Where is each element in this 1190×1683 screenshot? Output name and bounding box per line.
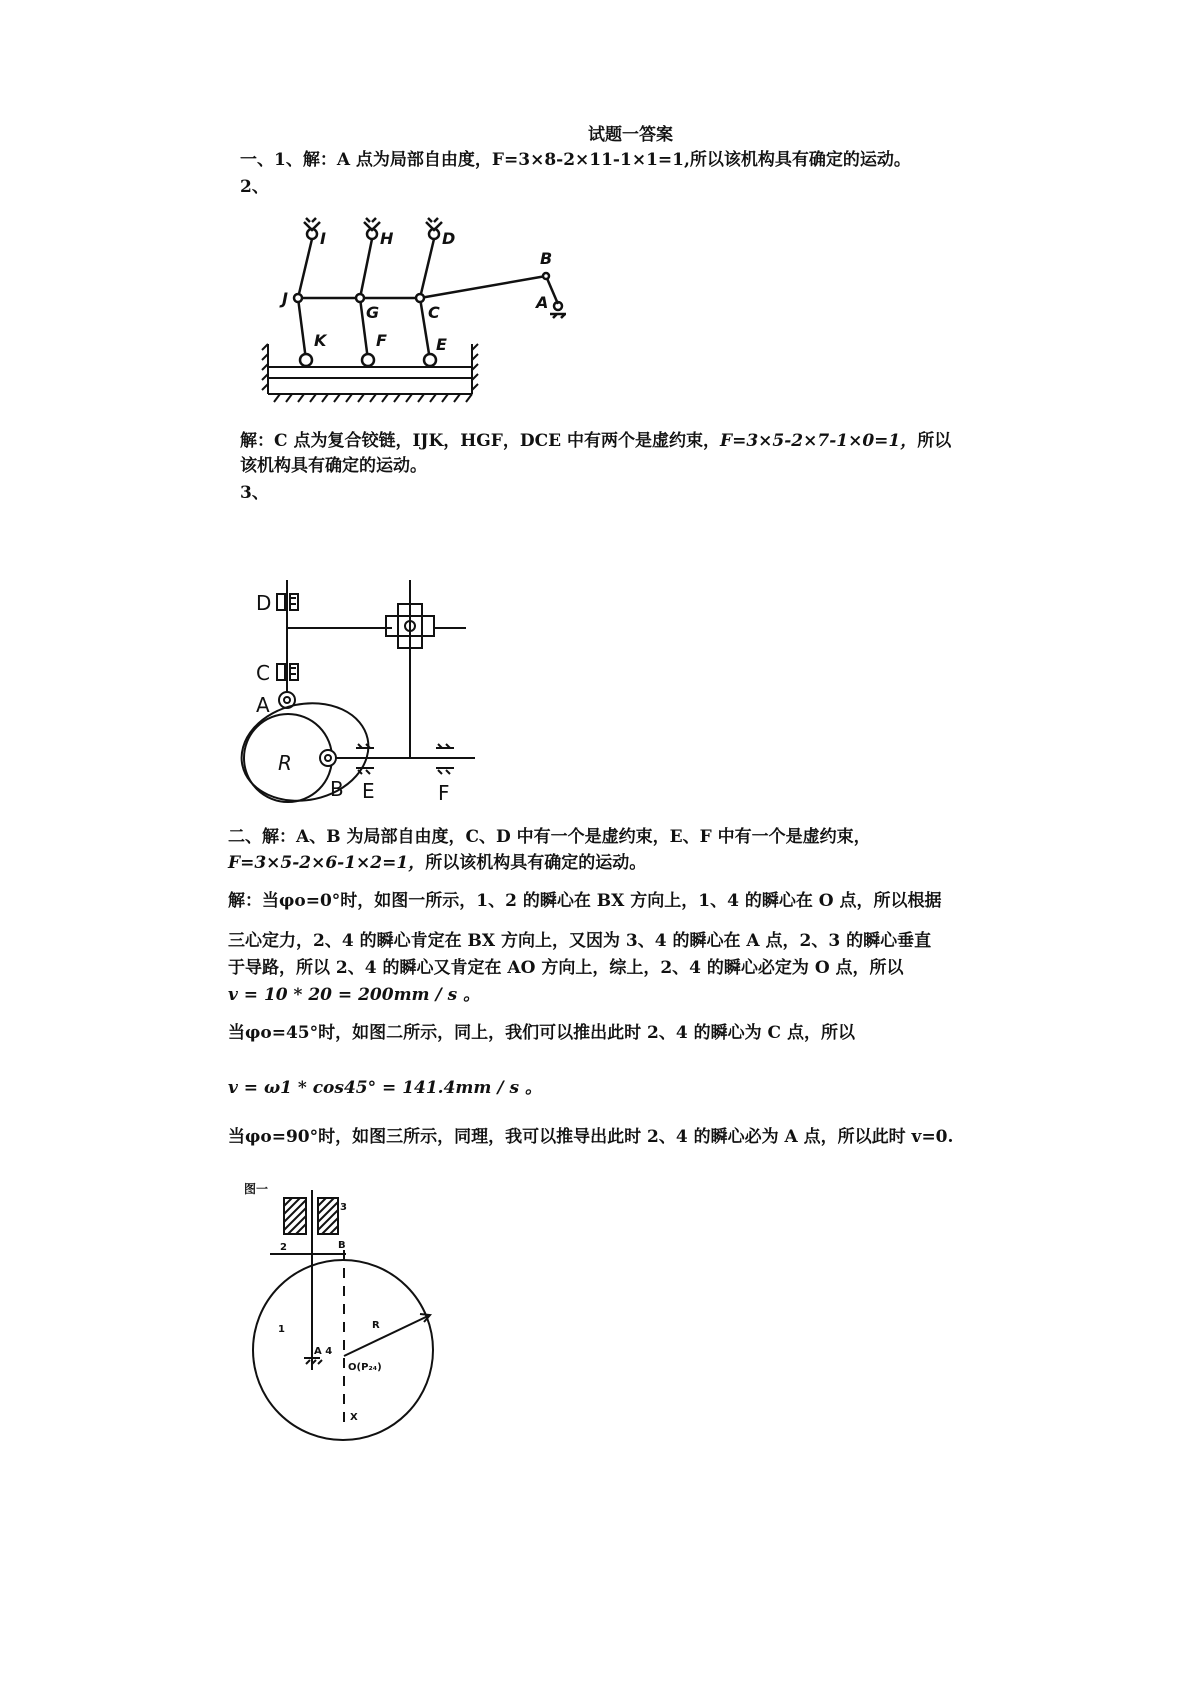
slider-f — [362, 354, 374, 366]
q1-2-answer-line1 — [240, 430, 951, 452]
label-x: X — [350, 1412, 358, 1423]
figure-caption: 图一 — [244, 1182, 269, 1196]
q1-3-number: 3、 — [240, 483, 269, 503]
q2-line2 — [228, 852, 646, 874]
label-r3: R — [372, 1320, 380, 1331]
link-cb — [420, 276, 546, 298]
q2-post: 所以该机构具有确定的运动。 — [425, 853, 647, 873]
label-d: D — [442, 229, 456, 248]
joint-g — [356, 294, 364, 302]
q1-2-answer-pre: 解：C 点为复合铰链，IJK，HGF，DCE 中有两个是虚约束， — [240, 431, 721, 451]
label-3: 3 — [340, 1202, 347, 1213]
page-title: 试题一答案 — [588, 125, 673, 145]
q1-2-answer-post: 所以 — [917, 431, 952, 451]
q1-2-number: 2、 — [240, 177, 269, 197]
label-g: G — [366, 303, 380, 322]
q1-2-answer-line2: 该机构具有确定的运动。 — [240, 456, 427, 476]
q1-2-formula: F=3×5-2×7-1×0=1， — [720, 431, 918, 451]
label-b: B — [540, 249, 553, 268]
solution-line1: 解：当φo=0°时，如图一所示，1、2 的瞬心在 BX 方向上，1、4 的瞬心在 O 点，所以根据 — [228, 891, 942, 911]
linkage-figure-1 — [260, 210, 600, 410]
instant-center-figure — [250, 1190, 450, 1440]
slider-block — [386, 580, 466, 758]
label-a4: A 4 — [314, 1346, 333, 1357]
label-i: I — [320, 229, 326, 248]
link-ij — [298, 239, 312, 298]
label-c: C — [428, 303, 440, 322]
solution-90: 当φo=90°时，如图三所示，同理，我可以推导出此时 2、4 的瞬心必为 A 点，所以此时 v=0. — [228, 1127, 954, 1147]
joint-a — [554, 302, 562, 310]
roller-b — [320, 750, 336, 766]
label-f: F — [376, 331, 387, 350]
label-c2: C — [256, 661, 270, 685]
label-h: H — [380, 229, 394, 248]
label-a: A — [536, 293, 549, 312]
link-jk — [298, 298, 306, 360]
solution-line3: 于导路，所以 2、4 的瞬心又肯定在 AO 方向上，综上，2、4 的瞬心必定为 O 点，所以 — [228, 958, 904, 978]
label-j: J — [282, 289, 288, 308]
joint-c — [416, 294, 424, 302]
label-b2: B — [330, 777, 344, 801]
q2-formula: F=3×5-2×6-1×2=1， — [228, 853, 426, 873]
label-f2: F — [438, 781, 450, 805]
label-2: 2 — [280, 1242, 287, 1253]
fixed-support-h — [364, 218, 380, 239]
q1-1-answer: 一、1、解：A 点为局部自由度，F=3×8-2×11-1×1=1,所以该机构具有确定的运动。 — [240, 150, 911, 170]
guide-hatch-right — [318, 1198, 338, 1234]
label-d2: D — [256, 591, 272, 615]
fixed-support-d — [426, 218, 442, 239]
solution-line2: 三心定力，2、4 的瞬心肯定在 BX 方向上，又因为 3、4 的瞬心在 A 点，2、3 的瞬心垂直 — [228, 931, 932, 951]
radius-r — [344, 1316, 428, 1356]
fixed-support-i — [304, 218, 320, 239]
link-hg — [360, 239, 372, 298]
joint-b — [543, 273, 549, 279]
q2-line1: 二、解：A、B 为局部自由度，C、D 中有一个是虚约束，E、F 中有一个是虚约束， — [228, 827, 871, 847]
slider-e — [424, 354, 436, 366]
label-e: E — [436, 335, 447, 354]
label-e2: E — [362, 779, 375, 803]
solution-45: 当φo=45°时，如图二所示，同上，我们可以推出此时 2、4 的瞬心为 C 点，所以 — [228, 1023, 855, 1043]
ground-a — [550, 314, 566, 318]
label-a2: A — [256, 693, 270, 717]
label-o: O(P₂₄) — [348, 1362, 382, 1373]
solution-line4: v = 10 * 20 = 200mm / s 。 — [228, 985, 481, 1005]
slider-k — [300, 354, 312, 366]
cam-mechanism-figure-2 — [240, 580, 490, 810]
joint-j — [294, 294, 302, 302]
solution-45-formula: v = ω1 * cos45° = 141.4mm / s 。 — [228, 1078, 542, 1098]
guide-hatch-left — [284, 1198, 306, 1234]
cam-profile — [232, 692, 377, 813]
label-1: 1 — [278, 1324, 285, 1335]
label-b3: B — [338, 1240, 346, 1251]
link-dc — [420, 239, 434, 298]
label-k: K — [314, 331, 327, 350]
label-r2: R — [278, 751, 292, 775]
